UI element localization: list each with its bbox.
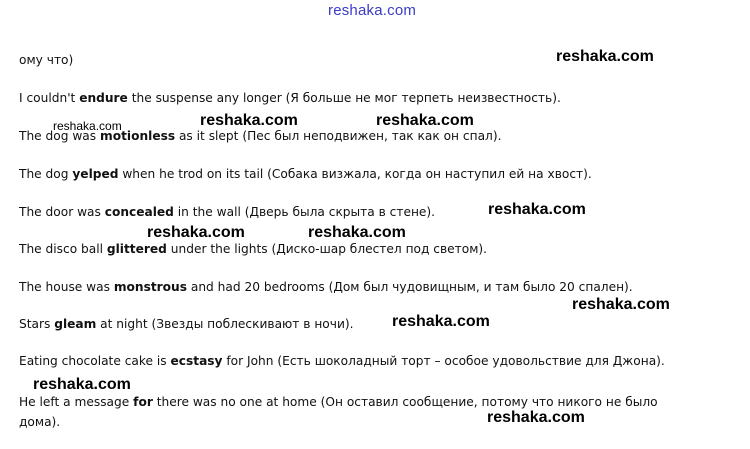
line-pre: The dog was xyxy=(19,129,101,143)
watermark: reshaka.com xyxy=(488,201,586,218)
text-line xyxy=(19,166,592,183)
watermark: reshaka.com xyxy=(308,224,406,241)
text-line xyxy=(19,90,561,107)
line-post: the suspense any longer (Я больше не мог терпеть неизвестность). xyxy=(127,91,561,105)
line-pre: Eating chocolate cake is xyxy=(19,354,171,368)
line-post: at night (Звезды поблескивают в ночи). xyxy=(96,317,354,331)
vocab-word: yelped xyxy=(72,167,119,181)
line-pre: The disco ball xyxy=(19,242,107,256)
vocab-word: motionless xyxy=(100,129,176,143)
watermark: reshaka.com xyxy=(147,224,245,241)
vocab-word: for xyxy=(133,395,153,409)
header-watermark: reshaka.com xyxy=(328,2,417,19)
vocab-word: monstrous xyxy=(113,280,187,294)
line-pre: The house was xyxy=(19,280,114,294)
line-pre: ому что) xyxy=(19,53,74,67)
watermark: reshaka.com xyxy=(487,409,585,426)
watermark: reshaka.com xyxy=(556,48,654,65)
line-post: under the lights (Диско-шар блестел под светом). xyxy=(166,242,488,256)
vocab-word: concealed xyxy=(104,205,174,219)
text-line xyxy=(19,241,487,258)
text-line xyxy=(19,204,435,221)
text-line xyxy=(19,52,73,69)
watermark: reshaka.com xyxy=(392,313,490,330)
line-pre: Stars xyxy=(19,317,55,331)
line-pre: He left a message xyxy=(19,395,134,409)
line-post: and had 20 bedrooms (Дом был чудовищным, и там было 20 спален). xyxy=(186,280,633,294)
watermark: reshaka.com xyxy=(572,296,670,313)
watermark: reshaka.com xyxy=(200,112,298,129)
text-line xyxy=(19,353,665,370)
line-post: for John (Есть шоколадный торт – особое удовольствие для Джона). xyxy=(222,354,665,368)
watermark: reshaka.com xyxy=(376,112,474,129)
text-line xyxy=(19,279,633,296)
text-line xyxy=(19,316,354,333)
line-post: as it slept (Пес был неподвижен, так как он спал). xyxy=(175,129,502,143)
watermark: reshaka.com xyxy=(33,376,131,393)
vocab-word: gleam xyxy=(54,317,97,331)
line-post: there was no one at home (Он оставил сообщение, потому что никого не было xyxy=(152,395,658,409)
vocab-word: glittered xyxy=(106,242,167,256)
vocab-word: ecstasy xyxy=(170,354,223,368)
line-post: in the wall (Дверь была скрыта в стене). xyxy=(173,205,436,219)
line-pre: I couldn't xyxy=(19,91,80,105)
text-line xyxy=(19,414,60,431)
watermark: reshaka.com xyxy=(53,119,122,133)
line-pre: дома). xyxy=(19,415,61,429)
line-post: when he trod on its tail (Собака визжала, когда он наступил ей на хвост). xyxy=(118,167,592,181)
line-pre: The door was xyxy=(19,205,105,219)
line-pre: The dog xyxy=(19,167,73,181)
vocab-word: endure xyxy=(79,91,128,105)
